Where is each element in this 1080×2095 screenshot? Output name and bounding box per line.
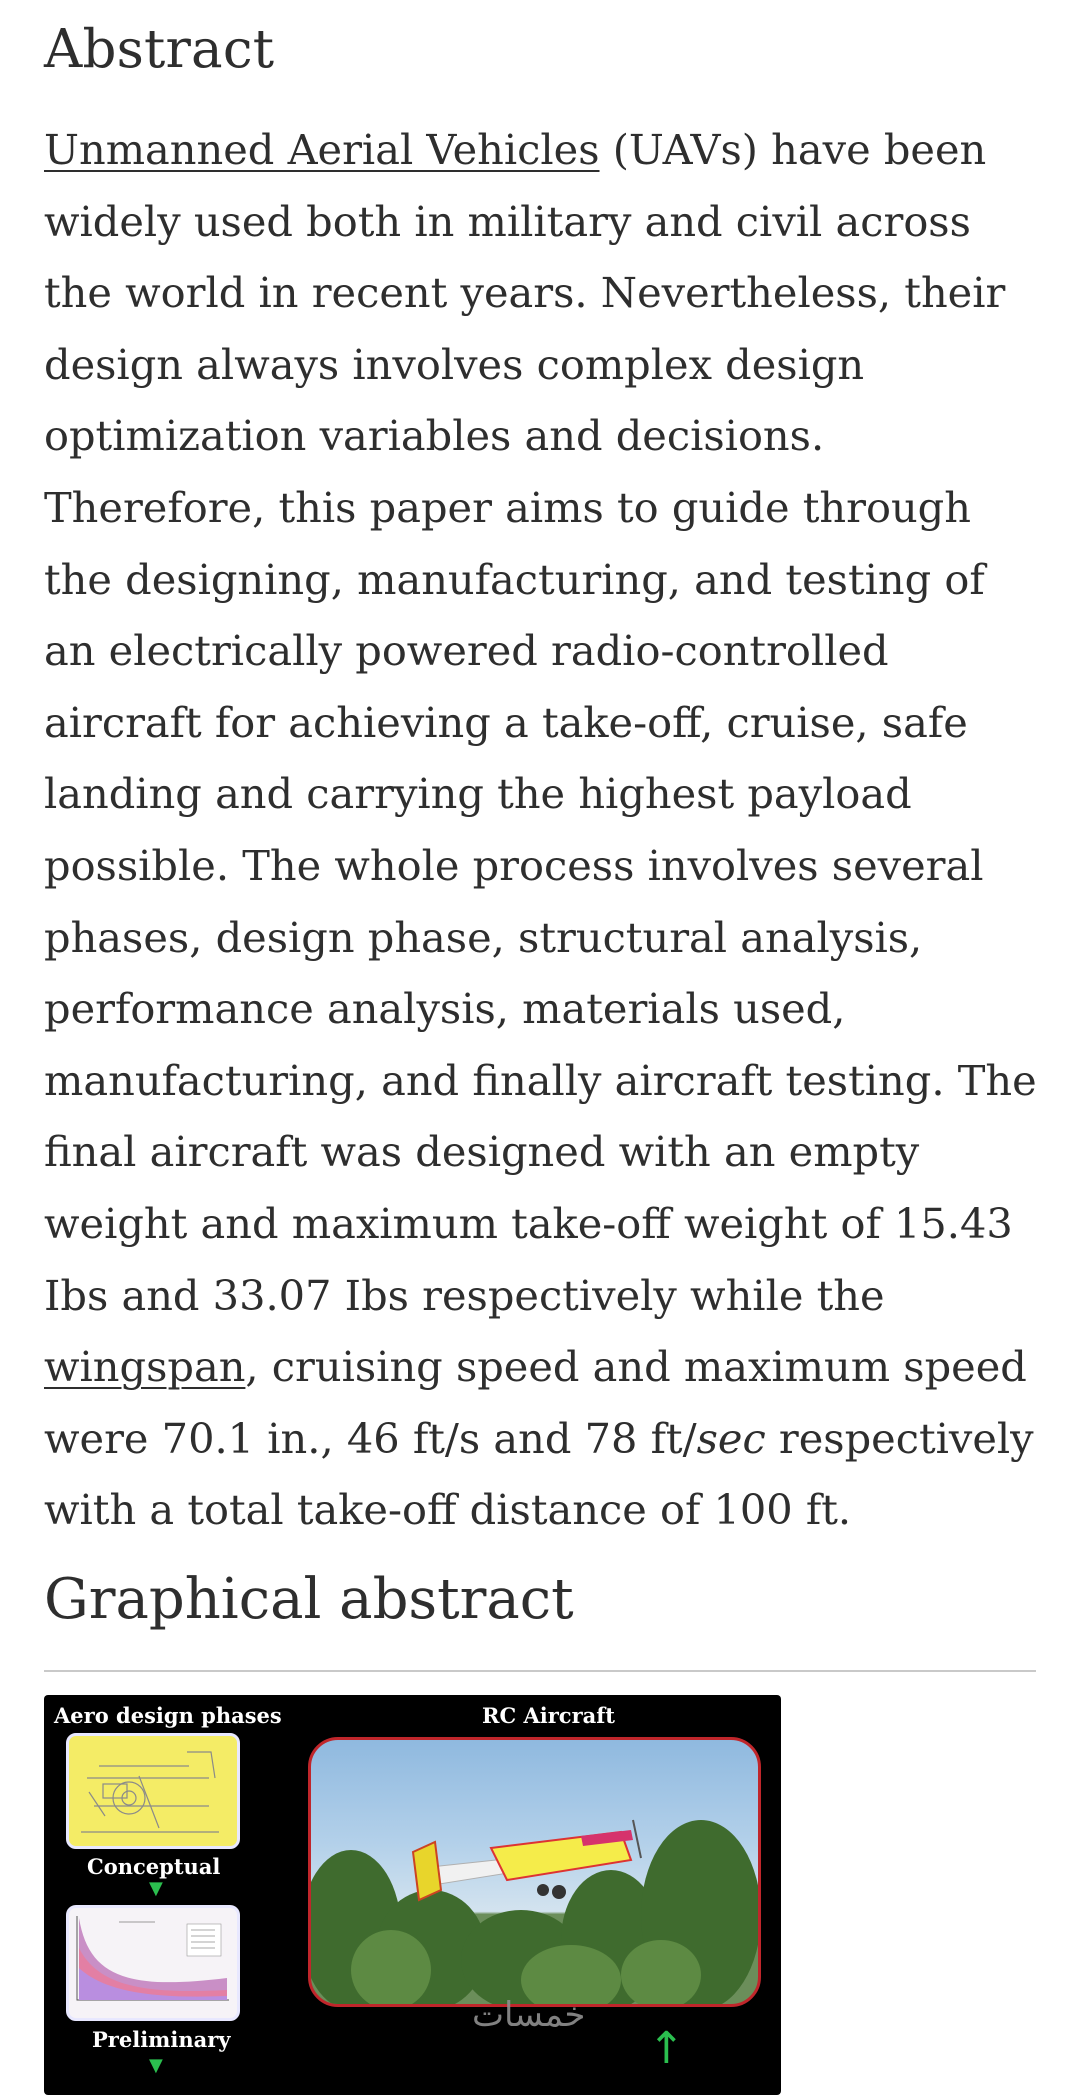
- uav-link[interactable]: Unmanned Aerial Vehicles: [44, 125, 600, 174]
- graphical-abstract-heading: Graphical abstract: [44, 1567, 574, 1632]
- arrow-down-icon: ▼: [149, 1878, 163, 1899]
- abstract-text-sec: sec: [696, 1413, 766, 1463]
- arrow-up-icon: ↑: [648, 2023, 685, 2074]
- abstract-text-part-2: , cruising speed and maximum speed were 70.1 in., 46 ft/s and 78 ft/: [44, 1342, 1027, 1463]
- watermark: خمسات: [472, 1995, 586, 2035]
- abstract-text-part-3: respectively with a total take-off distance of 100 ft.: [44, 1413, 1034, 1535]
- aircraft-sketch-icon: [69, 1736, 237, 1846]
- figure-label-preliminary: Preliminary: [92, 2027, 231, 2052]
- figure-label-design-phases: Aero design phases: [54, 1703, 282, 1728]
- constraint-plot-icon: [69, 1908, 237, 2018]
- rc-aircraft-flight-icon: [311, 1740, 758, 2004]
- abstract-heading: Abstract: [44, 19, 275, 80]
- wingspan-link[interactable]: wingspan: [44, 1342, 246, 1392]
- preliminary-chart-image: [66, 1905, 240, 2021]
- section-divider: [44, 1670, 1036, 1672]
- conceptual-sketch-image: [66, 1733, 240, 1849]
- abstract-text-part-1: (UAVs) have been widely used both in military and civil across the world in recent years. Nevertheless, their design always involves complex design optimization variables and decisions. Therefore, this paper aims to guide through the designing, manufacturing, and testing of an electrically powered radio-controlled aircraft for achieving a take-off, cruise, safe landing and carrying the highest payload possible. The whole process involves several phases, design phase, structural analysis, performance analysis, materials used, manufacturing, and finally aircraft testing. The final aircraft was designed with an empty weight and maximum take-off weight of 15.43 Ibs and 33.07 Ibs respectively while the: [44, 125, 1037, 1320]
- figure-label-rc-aircraft: RC Aircraft: [482, 1703, 616, 1728]
- graphical-abstract-figure[interactable]: [44, 1695, 781, 2095]
- figure-label-conceptual: Conceptual: [87, 1854, 221, 1879]
- rc-aircraft-photo: [308, 1737, 761, 2007]
- arrow-down-icon: ▼: [149, 2055, 163, 2076]
- abstract-body: [44, 114, 1044, 1546]
